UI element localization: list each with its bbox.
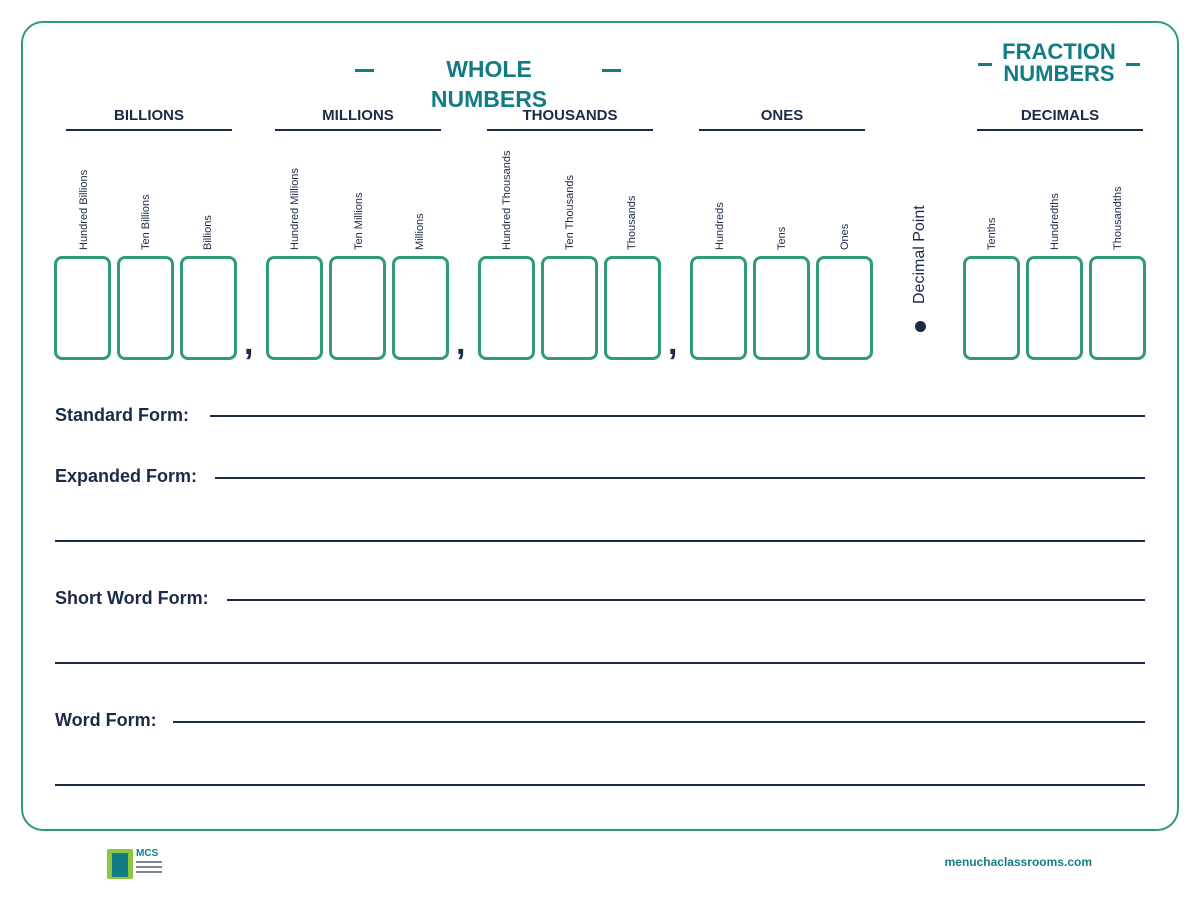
decimal-point-label: Decimal Point [911, 205, 928, 304]
group-billions-label: BILLIONS [114, 107, 184, 124]
label-ten-thousands: Ten Thousands [564, 174, 576, 250]
fraction-numbers-title [976, 40, 1142, 86]
box-ten-millions[interactable] [329, 256, 386, 360]
website-link[interactable]: menuchaclassrooms.com [944, 855, 1092, 869]
worksheet-frame [21, 21, 1179, 831]
word-form-line-1[interactable] [173, 721, 1145, 723]
fraction-dash-left [978, 63, 992, 66]
group-thousands-underline [487, 129, 653, 131]
box-thousands[interactable] [604, 256, 661, 360]
mcs-logo [107, 846, 163, 880]
word-form-label: Word Form: [55, 710, 157, 730]
group-thousands [487, 103, 653, 131]
label-thousands: Thousands [626, 195, 638, 250]
label-hundred-millions: Hundred Millions [289, 168, 301, 250]
group-ones [699, 103, 865, 131]
standard-form-line[interactable] [210, 415, 1145, 417]
box-thousandths[interactable] [1089, 256, 1146, 360]
label-millions: Millions [414, 213, 426, 250]
box-ten-thousands[interactable] [541, 256, 598, 360]
group-ones-label: ONES [760, 107, 804, 124]
group-millions-underline [275, 129, 441, 131]
box-billions[interactable] [180, 256, 237, 360]
whole-numbers-title-text: WHOLE NUMBERS [430, 56, 548, 112]
box-millions[interactable] [392, 256, 449, 360]
comma-billions: , [244, 324, 254, 362]
short-word-form-line-2[interactable] [55, 662, 1145, 664]
label-hundredths: Hundredths [1049, 193, 1061, 250]
box-ones[interactable] [816, 256, 873, 360]
group-billions-underline [66, 129, 232, 131]
label-thousandths: Thousandths [1112, 186, 1124, 250]
fraction-dash-right [1126, 63, 1140, 66]
label-hundreds: Hundreds [714, 202, 726, 250]
fraction-title-line2: NUMBERS [1003, 61, 1115, 86]
standard-form-label: Standard Form: [55, 405, 190, 425]
expanded-form-line-2[interactable] [55, 540, 1145, 542]
word-form-line-2[interactable] [55, 784, 1145, 786]
title-dash-left [355, 69, 374, 72]
group-millions [275, 103, 441, 131]
box-tens[interactable] [753, 256, 810, 360]
box-hundred-thousands[interactable] [478, 256, 535, 360]
decimal-dot-icon [915, 321, 926, 332]
label-tenths: Tenths [986, 217, 998, 250]
box-hundreds[interactable] [690, 256, 747, 360]
comma-thousands: , [668, 324, 678, 362]
logo-tagline-lines [136, 861, 162, 876]
title-dash-right [602, 69, 621, 72]
box-ten-billions[interactable] [117, 256, 174, 360]
label-ten-billions: Ten Billions [140, 194, 152, 250]
group-decimals-label: DECIMALS [1020, 107, 1100, 124]
short-word-form-label: Short Word Form: [55, 588, 209, 608]
box-hundredths[interactable] [1026, 256, 1083, 360]
label-ones: Ones [839, 223, 851, 250]
box-hundred-billions[interactable] [54, 256, 111, 360]
group-billions [66, 103, 232, 131]
group-decimals [977, 103, 1143, 131]
logo-text: MCS [136, 848, 159, 859]
label-billions: Billions [202, 215, 214, 250]
group-ones-underline [699, 129, 865, 131]
label-hundred-thousands: Hundred Thousands [501, 150, 513, 250]
label-tens: Tens [776, 226, 788, 250]
short-word-form-line-1[interactable] [227, 599, 1145, 601]
expanded-form-label: Expanded Form: [55, 466, 198, 486]
book-inner-icon [112, 853, 128, 877]
comma-millions: , [456, 324, 466, 362]
label-ten-millions: Ten Millions [353, 192, 365, 250]
label-hundred-billions: Hundred Billions [78, 169, 90, 250]
group-thousands-label: THOUSANDS [522, 107, 618, 124]
box-hundred-millions[interactable] [266, 256, 323, 360]
group-millions-label: MILLIONS [322, 107, 394, 124]
expanded-form-line-1[interactable] [215, 477, 1145, 479]
whole-numbers-title [355, 54, 621, 112]
fraction-title-line1: FRACTION [1002, 39, 1116, 64]
group-decimals-underline [977, 129, 1143, 131]
box-tenths[interactable] [963, 256, 1020, 360]
